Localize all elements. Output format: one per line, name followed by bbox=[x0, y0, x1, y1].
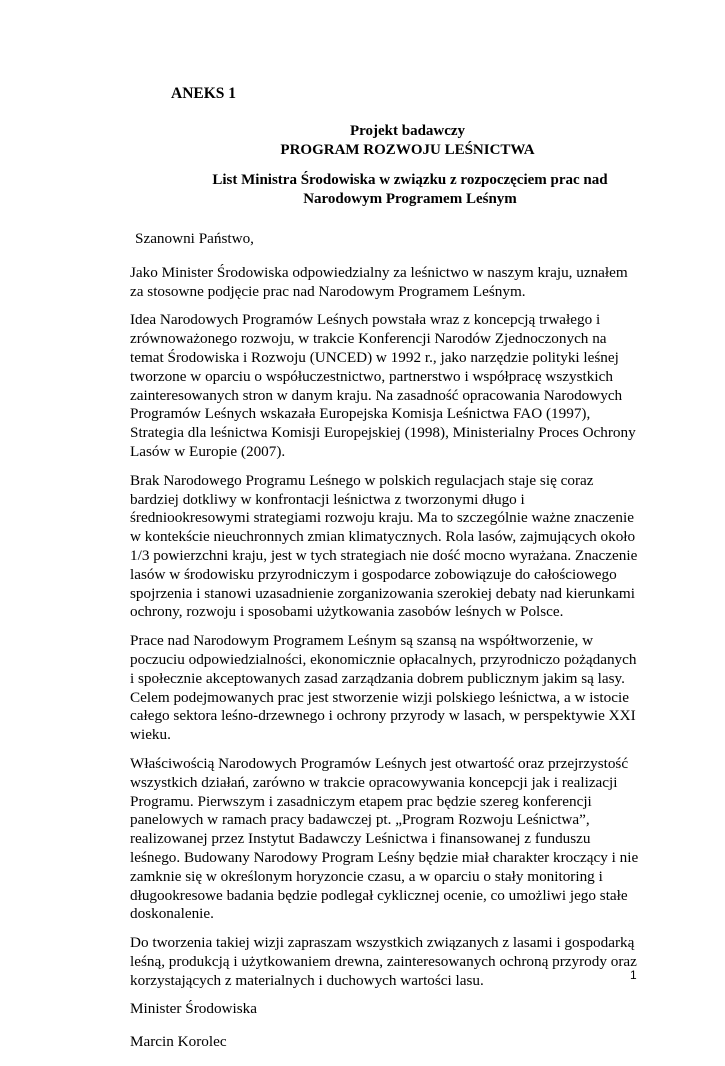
paragraph-6: Do tworzenia takiej wizji zapraszam wszystkich związanych z lasami i gospodarką leśną, produkcją i użytkowaniem drewna, zainteresowanych ochroną przyrody oraz korzystających z materialnych i duchowych wartości lasu. bbox=[130, 934, 637, 989]
page-number: 1 bbox=[630, 968, 637, 982]
paragraph-3: Brak Narodowego Programu Leśnego w polskich regulacjach staje się coraz bardziej dotkliwy w konfrontacji leśnictwa z tworzonymi długo i średniookresowymi strategiami rozwoju kraju. Ma to szczególnie ważne znaczenie w kontekście nieuchronnych zmian klimatycznych. Rola lasów, zajmujących około 1/3 powierzchni kraju, jest w tych strategiach nie dość mocno wyrażana. Znaczenie lasów w środowisku przyrodniczym i gospodarce zobowiązuje do całościowego spojrzenia i stanowi uzasadnienie zorganizowania szerokiej debaty nad kierunkami ochrony, rozwoju i sposobami użytkowania zasobów leśnych w Polsce. bbox=[130, 471, 638, 621]
subject-line-2: Narodowym Programem Leśnym bbox=[303, 191, 517, 207]
signature-name: Marcin Korolec bbox=[130, 1033, 227, 1051]
project-heading bbox=[0, 122, 725, 160]
project-title: PROGRAM ROZWOJU LEŚNICTWA bbox=[280, 142, 535, 158]
subject-line-1: List Ministra Środowiska w związku z rozpoczęciem prac nad bbox=[212, 172, 608, 188]
signature-block bbox=[130, 1000, 642, 1052]
paragraph-4: Prace nad Narodowym Programem Leśnym są szansą na współtworzenie, w poczuciu odpowiedzialności, ekonomicznie opłacalnych, przyrodniczo pożądanych i społecznie akceptowanych zasad zarządzania dobrem publicznym jakim są lasy. Celem podejmowanych prac jest stworzenie wizji polskiego leśnictwa, a w istocie całego sektora leśno-drzewnego i ochrony przyrody w lasach, w perspektywie XXI wieku. bbox=[130, 632, 637, 744]
letter-body bbox=[130, 230, 642, 1066]
signature-title: Minister Środowiska bbox=[130, 1000, 257, 1018]
paragraph-2: Idea Narodowych Programów Leśnych powstała wraz z koncepcją trwałego i zrównoważonego rozwoju, w trakcie Konferencji Narodów Zjednoczonych na temat Środowiska i Rozwoju (UNCED) w 1992 r., jako narzędzie polityki leśnej tworzone w oparciu o współuczestnictwo, partnerstwo i współpracę wszystkich zainteresowanych stron w danym kraju. Na zasadność opracowania Narodowych Programów Leśnych wskazała Europejska Komisja Leśnictwa FAO (1997), Strategia dla leśnictwa Komisji Europejskiej (1998), Ministerialny Proces Ochrony Lasów w Europie (2007). bbox=[130, 311, 636, 460]
paragraph-5: Właściwością Narodowych Programów Leśnych jest otwartość oraz przejrzystość wszystkich działań, zarówno w trakcie opracowywania koncepcji jak i realizacji Programu. Pierwszym i zasadniczym etapem prac będzie szereg konferencji panelowych w ramach pracy badawczej pt. „Program Rozwoju Leśnictwa”, realizowanej przez Instytut Badawczy Leśnictwa i finansowanej z funduszu leśnego. Budowany Narodowy Program Leśny będzie miał charakter kroczący i nie zamknie się w określonym horyzoncie czasu, a w oparciu o stały monitoring i długookresowe badania będzie podlegał cyklicznej ocenie, co umożliwi jego stałe doskonalenie. bbox=[130, 754, 639, 923]
project-type: Projekt badawczy bbox=[349, 123, 466, 139]
annex-label: ANEKS 1 bbox=[171, 85, 237, 102]
greeting: Szanowni Państwo, bbox=[135, 230, 254, 247]
paragraph-1: Jako Minister Środowiska odpowiedzialny za leśnictwo w naszym kraju, uznałem za stosowne podjęcie prac nad Narodowym Programem Leśnym. bbox=[130, 263, 628, 300]
letter-subject bbox=[130, 171, 690, 209]
